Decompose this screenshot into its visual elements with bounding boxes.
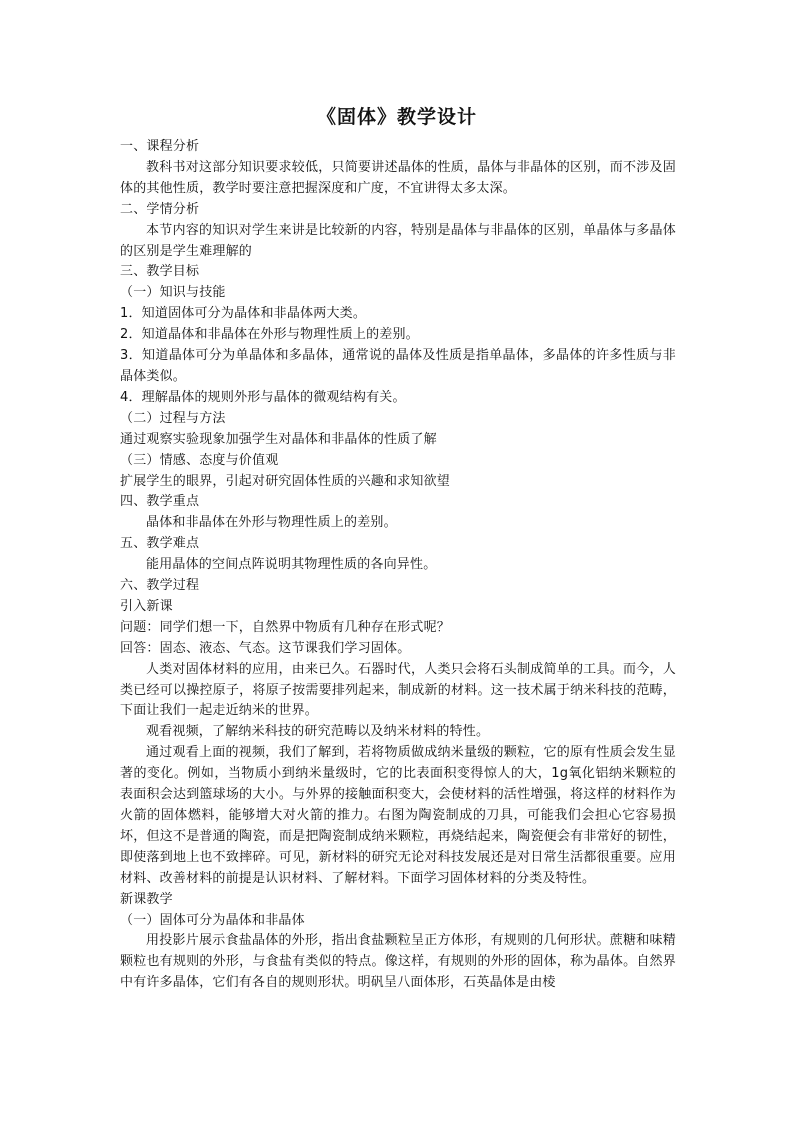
body-paragraph: 观看视频，了解纳米科技的研究范畴以及纳米材料的特性。 [146,724,490,740]
subsection-heading: （二）过程与方法 [120,410,226,426]
list-item: 2．知道晶体和非晶体在外形与物理性质上的差别。 [120,327,419,343]
body-paragraph: 回答：固态、液态、气态。这节课我们学习固体。 [120,640,411,656]
list-item: 4．理解晶体的规则外形与晶体的微观结构有关。 [120,389,406,405]
subsection-heading: （三）情感、态度与价值观 [120,452,279,468]
section-heading: 一、课程分析 [120,139,200,154]
section-heading: 六、教学过程 [120,578,200,594]
body-paragraph: 人类对固体材料的应用，由来已久。石器时代，人类只会将石头制成简单的工具。而今，人类已经可以操控原子，将原子按需要排列起来，制成新的材料。这一技术属于纳米科技的范畴，下面让我们一起走近纳米的世界。 [120,661,676,719]
subsection-heading: （一）固体可分为晶体和非晶体 [120,912,305,928]
body-paragraph: 通过观察实验现象加强学生对晶体和非晶体的性质了解 [120,431,437,447]
body-paragraph: 教科书对这部分知识要求较低，只简要讲述晶体的性质，晶体与非晶体的区别，而不涉及固体的其他性质，教学时要注意把握深度和广度，不宜讲得太多太深。 [120,159,676,196]
body-paragraph: 晶体和非晶体在外形与物理性质上的差别。 [146,515,397,531]
body-paragraph: 用投影片展示食盐晶体的外形，指出食盐颗粒呈正方体形，有规则的几何形状。蔗糖和味精颗粒也有规则的外形，与食盐有类似的特点。像这样，有规则的外形的固体，称为晶体。自然界中有许多晶体，它们有各自的规则形状。明矾呈八面体形，石英晶体是由棱 [120,933,676,991]
body-paragraph: 本节内容的知识对学生来讲是比较新的内容，特别是晶体与非晶体的区别，单晶体与多晶体的区别是学生难理解的 [120,222,676,259]
body-paragraph: 问题：同学们想一下，自然界中物质有几种存在形式呢？ [120,619,451,635]
subsection-heading: 引入新课 [120,598,173,614]
body-paragraph: 通过观看上面的视频，我们了解到，若将物质做成纳米量级的颗粒，它的原有性质会发生显著的变化。例如，当物质小到纳米量级时，它的比表面积变得惊人的大，1g氧化铝纳米颗粒的表面积会达到篮球场的大小。与外界的接触面积变大，会使材料的活性增强，将这样的材料作为火箭的固体燃料，能够增大对火箭的推力。右图为陶瓷制成的刀具，可能我们会担心它容易损坏，但这不是普通的陶瓷，而是把陶瓷制成纳米颗粒，再烧结起来，陶瓷便会有非常好的韧性，即使落到地上也不致摔碎。可见，新材料的研究无论对科技发展还是对日常生活都很重要。应用材料、改善材料的前提是认识材料、了解材料。下面学习固体材料的分类及特性。 [120,745,676,886]
subsection-heading: 新课教学 [120,891,173,907]
document-body [120,137,676,994]
section-heading: 四、教学重点 [120,494,200,510]
body-paragraph: 扩展学生的眼界，引起对研究固体性质的兴趣和求知欲望 [120,473,451,489]
section-heading: 五、教学难点 [120,536,200,552]
list-item: 3．知道晶体可分为单晶体和多晶体，通常说的晶体及性质是指单晶体，多晶体的许多性质与非晶体类似。 [120,348,676,384]
list-item: 1．知道固体可分为晶体和非晶体两大类。 [120,306,367,322]
section-heading: 三、教学目标 [120,264,200,280]
section-heading: 二、学情分析 [120,201,200,217]
page-title: 《固体》教学设计 [316,106,477,128]
body-paragraph: 能用晶体的空间点阵说明其物理性质的各向异性。 [146,557,437,573]
subsection-heading: （一）知识与技能 [120,285,226,301]
